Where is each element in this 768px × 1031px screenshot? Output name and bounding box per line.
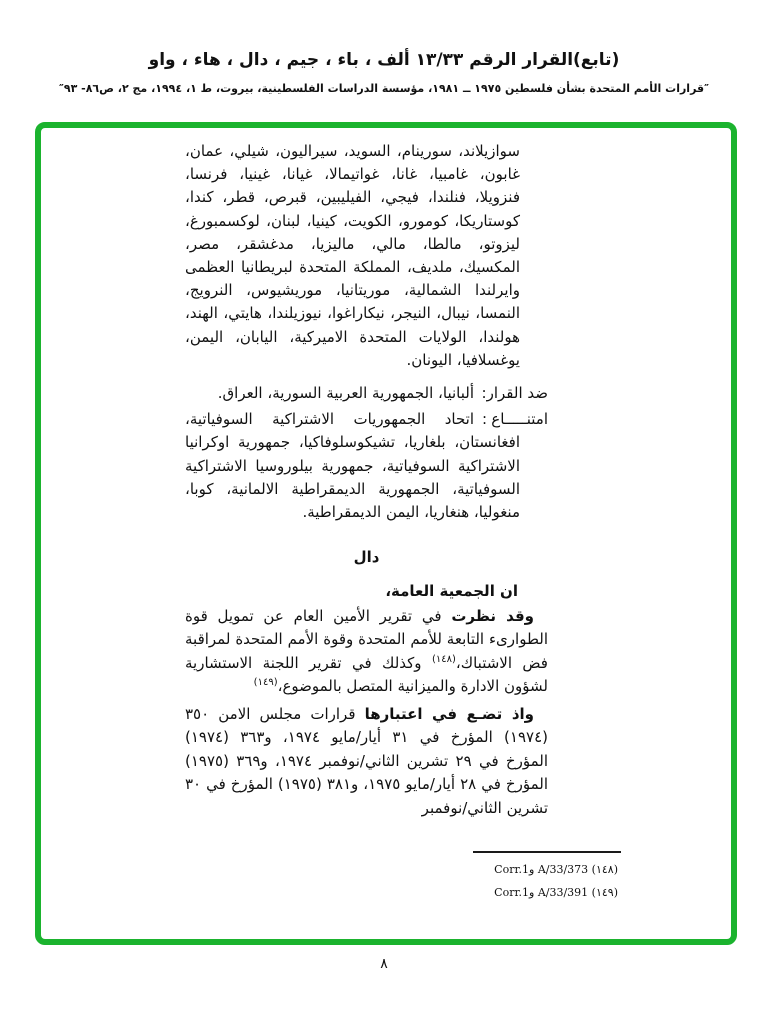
vote-abstain-row — [185, 408, 548, 524]
footnote-text: A/33/373 وCorr.1 — [494, 863, 589, 876]
paragraph-text: في تقرير الأمين العام عن تمويل قوة الطوارىء التابعة للأمم المتحدة وقوة الأمم المتحدة لمراقبة فض الاشتباك، — [185, 606, 548, 672]
footnotes-block — [398, 858, 618, 904]
footnote-separator-rule — [473, 851, 621, 853]
footnote-ref-148: (١٤٨) — [431, 653, 456, 665]
footnote-marker: (١٤٨) — [591, 863, 618, 876]
footnote-149 — [398, 881, 618, 904]
paragraph-text: قرارات مجلس الامن ٣٥٠ (١٩٧٤) المؤرخ في ٣١ أيار/مايو ١٩٧٤، و٣٦٣ (١٩٧٤) المؤرخ في ٢٩ تشرين الثاني/نوفمبر ١٩٧٤، و٣٦٩ (١٩٧٥) المؤرخ في ٢٨ أيار/مايو ١٩٧٥، و٣٨١ (١٩٧٥) المؤرخ في ٣٠ تشرين الثاني/نوفمبر — [185, 704, 549, 817]
footnote-148 — [398, 858, 618, 881]
footnote-ref-149: (١٤٩) — [253, 677, 278, 689]
vote-against-names: ألبانيا، الجمهورية العربية السورية، العراق. — [217, 384, 474, 403]
preamble-line: ان الجمعية العامة، — [385, 582, 518, 601]
resolution-title: (تابع)القرار الرقم ١٣/٣٣ ألف ، باء ، جيم ، دال ، هاء ، واو — [148, 50, 620, 70]
vote-abstain-label — [482, 408, 548, 431]
page-number: ٨ — [380, 956, 388, 972]
document-body — [185, 140, 548, 820]
vote-against-row — [185, 382, 548, 405]
paragraph-text: وكذلك في تقرير اللجنة الاستشارية لشؤون الادارة والميزانية المتصل بالموضوع، — [185, 653, 548, 696]
vote-against-label — [482, 382, 548, 405]
resolution-paragraph-1 — [185, 605, 548, 699]
vote-abstain-names: اتحاد الجمهوريات الاشتراكية السوفياتية، افغانستان، بلغاريا، تشيكوسلوفاكيا، جمهورية اوكرانيا الاشتراكية السوفياتية، جمهورية بيلوروسيا الاشتراكية السوفياتية، الجمهورية الديمقراطية الالمانية، كوبا، منغوليا، هنغاريا، اليمن الديمقراطية. — [185, 410, 520, 522]
vote-results-list — [185, 382, 548, 524]
vote-label-text: امتنـــــاع — [491, 410, 548, 429]
paragraph-lead: وقد نظرت — [451, 606, 534, 625]
countries-in-favour-paragraph: سوازيلاند، سورينام، السويد، سيراليون، شيلي، عمان، غابون، غامبيا، غانا، غواتيمالا، غيانا، غينيا، فرنسا، فنزويلا، فنلندا، فيجي، الفيليبين، قبرص، قطر، كندا، كوستاريكا، كومورو، الكويت، كينيا، لبنان، لوكسمبورغ، ليزوتو، مالطا، مالي، ماليزيا، مدغشقر، مصر، المكسيك، ملديف، المملكة المتحدة لبريطانيا العظمى وايرلندا الشمالية، موريتانيا، موريشيوس، النرويج، النمسا، نيبال، النيجر، نيكاراغوا، نيوزيلندا، هايتي، الهند، هولندا، الولايات المتحدة الاميركية، اليابان، اليمن، يوغسلافيا، اليونان. — [185, 142, 520, 369]
paragraph-lead: واذ تضـع في اعتبارها — [364, 704, 534, 723]
page-header — [0, 50, 768, 95]
vote-label-colon: : — [482, 410, 488, 429]
citation-line: ″قرارات الأمم المتحدة بشأن فلسطين ١٩٧٥ ــ ١٩٨١، مؤسسة الدراسات الفلسطينية، بيروت، ط ١، ١٩٩٤، مج ٢، ص٨٦- ٩٣″ — [58, 82, 710, 95]
resolution-paragraph-2 — [185, 703, 548, 821]
vote-label-colon: : — [481, 384, 487, 403]
footnote-text: A/33/391 وCorr.1 — [494, 886, 589, 899]
section-heading-dal: دال — [353, 548, 380, 567]
footnote-marker: (١٤٩) — [591, 886, 618, 899]
vote-label-text: ضد القرار — [486, 384, 548, 403]
